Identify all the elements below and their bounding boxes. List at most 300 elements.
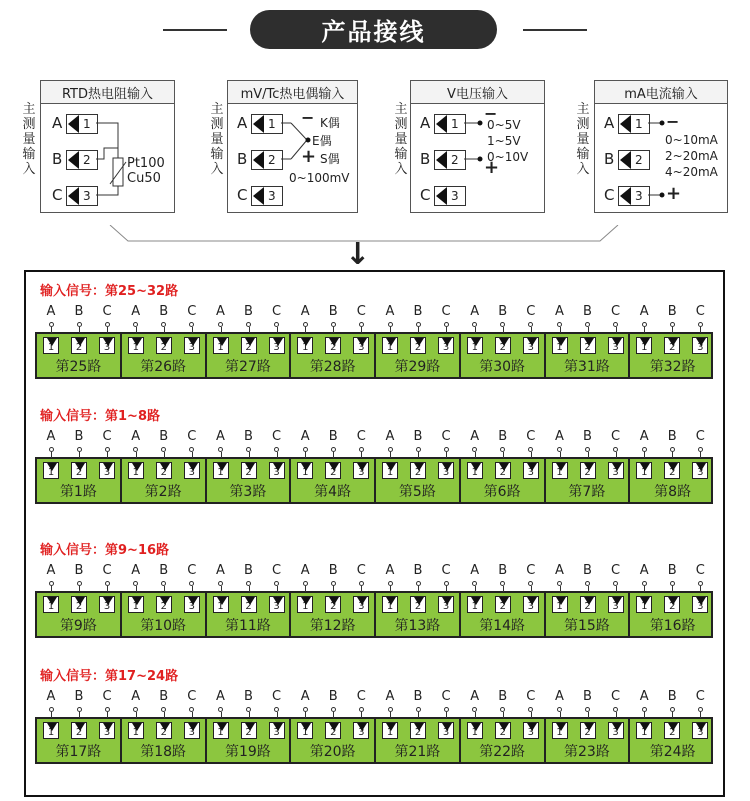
terminal-wire [333, 586, 334, 592]
terminal-strip [35, 717, 713, 764]
terminal-letter: A [131, 689, 141, 704]
channel-block [37, 459, 122, 502]
terminal-letter: C [610, 689, 621, 704]
arrow-down-icon [499, 723, 509, 731]
channel-block [461, 459, 546, 502]
channel-label: 第27路 [224, 359, 271, 375]
terminal-number: 3 [103, 467, 111, 478]
terminal-pin [269, 596, 285, 613]
channel-block [207, 593, 292, 636]
mv-terminal-2: 2 [251, 150, 283, 170]
terminal-number: 3 [527, 467, 534, 478]
v-wiring [464, 118, 484, 168]
terminal-number: 2 [330, 342, 337, 353]
terminal-number: 2 [75, 727, 83, 738]
terminal-wire [672, 586, 673, 592]
terminal-letter: C [695, 689, 705, 704]
terminal-letter: A [639, 563, 649, 578]
ma-range-0-10: 0~10mA [665, 133, 718, 147]
terminal-wire [672, 327, 673, 333]
channel-block [122, 719, 207, 762]
terminal-pin [71, 722, 87, 739]
terminal-wire [136, 327, 137, 333]
ma-plus-sign: + [666, 183, 682, 204]
arrow-down-icon [301, 597, 311, 605]
terminal-number: 1 [302, 601, 309, 612]
arrow-down-icon [386, 723, 396, 731]
ma-label-c: C [604, 186, 615, 204]
arrow-down-icon [245, 597, 255, 605]
arrow-down-icon [386, 597, 396, 605]
terminal-wire [390, 452, 391, 458]
group-label: 输入信号：第25~32路 [40, 284, 179, 299]
terminal-number: 1 [556, 342, 563, 353]
channel-label: 第4路 [314, 484, 352, 500]
terminal-pin [99, 722, 115, 739]
terminal-letter: C [356, 304, 366, 319]
terminal-letter: A [639, 304, 649, 319]
terminal-pin [580, 337, 596, 354]
terminal-number: 3 [358, 727, 365, 738]
arrow-down-icon [442, 338, 452, 346]
arrow-down-icon [442, 463, 452, 471]
terminal-wire [418, 327, 419, 333]
terminal-pin [128, 722, 144, 739]
terminal-wire [616, 327, 617, 333]
terminal-wire [305, 586, 306, 592]
channel-label: 第5路 [398, 484, 436, 500]
terminal-pin [156, 722, 172, 739]
terminal-wire [249, 452, 250, 458]
terminal-pin [438, 337, 454, 354]
arrow-down-icon [47, 723, 57, 731]
terminal-letter: A [639, 429, 649, 444]
mv-label-b: B [237, 150, 248, 168]
terminal-wire [644, 586, 645, 592]
terminal-wire [390, 712, 391, 718]
terminal-number: 3 [103, 601, 111, 612]
terminal-number: 1 [386, 601, 394, 612]
terminal-wire [192, 586, 193, 592]
terminal-letter: A [216, 563, 225, 578]
channel-label: 第25路 [55, 359, 102, 375]
channel-block [461, 334, 546, 377]
terminal-pin [664, 337, 680, 354]
terminal-wire [333, 712, 334, 718]
terminal-number: 1 [386, 342, 394, 353]
channel-block [376, 593, 461, 636]
terminal-number: 3 [697, 467, 704, 478]
terminal-number: 2 [584, 727, 591, 738]
terminal-wire [616, 712, 617, 718]
terminal-letter: B [413, 563, 423, 578]
terminal-letter: C [356, 563, 366, 578]
terminal-pin [325, 462, 341, 479]
terminal-wire [560, 452, 561, 458]
terminal-pin [297, 337, 313, 354]
terminal-letter: A [300, 563, 310, 578]
terminal-wire [418, 452, 419, 458]
terminal-letter: B [244, 689, 253, 704]
terminal-pin [552, 722, 568, 739]
ma-input-title: mA电流输入 [595, 81, 727, 104]
arrow-down-icon [668, 338, 678, 346]
channel-block [37, 334, 122, 377]
terminal-pin [128, 462, 144, 479]
side-label-ma: 主测量输入 [576, 102, 590, 177]
terminal-number: 3 [612, 342, 619, 353]
terminal-number: 3 [358, 601, 365, 612]
terminal-wire [305, 327, 306, 333]
terminal-wire [361, 452, 362, 458]
terminal-number: 3 [103, 727, 111, 738]
mv-label-a: A [237, 114, 248, 132]
terminal-number: 2 [75, 342, 83, 353]
terminal-pin [467, 722, 483, 739]
arrow-down-icon [696, 597, 706, 605]
terminal-pin [608, 462, 624, 479]
terminal-wire [79, 452, 80, 458]
terminal-wire [333, 327, 334, 333]
arrow-down-icon [160, 597, 170, 605]
terminal-pin [241, 596, 257, 613]
rtd-terminal-3: 3 [66, 186, 98, 206]
terminal-wire [446, 586, 447, 592]
terminal-letter: B [583, 429, 592, 444]
terminal-pin [241, 462, 257, 479]
terminal-number: 2 [499, 727, 506, 738]
terminal-pin [523, 722, 539, 739]
terminal-pin [241, 722, 257, 739]
terminal-letter: C [610, 563, 621, 578]
arrow-down-icon [668, 463, 678, 471]
terminal-wire [192, 327, 193, 333]
channel-label: 第28路 [309, 359, 356, 375]
terminal-number: 3 [697, 342, 704, 353]
terminal-letter: A [639, 689, 649, 704]
arrow-down-icon [442, 597, 452, 605]
terminal-pin [382, 722, 398, 739]
terminal-wire [475, 452, 476, 458]
terminal-pin [325, 722, 341, 739]
terminal-pin [213, 462, 229, 479]
terminal-number: 2 [414, 467, 422, 478]
arrow-down-icon [471, 597, 481, 605]
terminal-wire [164, 586, 165, 592]
terminal-pin [156, 462, 172, 479]
terminal-letter: B [74, 689, 84, 704]
arrow-down-icon [103, 723, 113, 731]
terminal-pin [664, 462, 680, 479]
terminal-wire [531, 586, 532, 592]
terminal-pin [269, 337, 285, 354]
terminal-wire [164, 452, 165, 458]
terminal-number: 2 [245, 467, 252, 478]
mv-plus-sign: + [301, 146, 317, 167]
terminal-number: 3 [612, 467, 619, 478]
terminal-wire [164, 712, 165, 718]
terminal-letter: C [102, 689, 112, 704]
terminal-wire [79, 327, 80, 333]
terminal-letter: A [555, 429, 564, 444]
terminal-letter: C [102, 304, 112, 319]
terminal-pin [213, 722, 229, 739]
terminal-wire [221, 452, 222, 458]
arrow-down-icon [160, 723, 170, 731]
channel-label: 第2路 [144, 484, 182, 500]
terminal-number: 3 [442, 342, 450, 353]
terminal-letter: B [498, 689, 508, 704]
arrow-down-icon [245, 723, 255, 731]
terminal-wire [560, 586, 561, 592]
terminal-pin [128, 596, 144, 613]
terminal-wire [700, 452, 701, 458]
terminal-wire [221, 586, 222, 592]
terminal-wire [700, 586, 701, 592]
terminal-pin [353, 722, 369, 739]
terminal-pin [213, 337, 229, 354]
channel-label: 第14路 [479, 618, 526, 634]
terminal-pin [269, 722, 285, 739]
terminal-number: 2 [414, 601, 422, 612]
terminal-number: 2 [160, 342, 167, 353]
terminal-letter: B [413, 429, 423, 444]
terminal-letter: B [413, 304, 423, 319]
terminal-letter: A [216, 689, 225, 704]
terminal-pin [467, 337, 483, 354]
channel-block [630, 459, 715, 502]
terminal-wire [79, 712, 80, 718]
terminal-pin [382, 596, 398, 613]
terminal-letter: C [187, 563, 197, 578]
arrow-down-icon [217, 338, 227, 346]
terminal-number: 3 [188, 727, 195, 738]
arrow-down-icon [612, 463, 622, 471]
channel-block [37, 719, 122, 762]
channel-label: 第9路 [59, 618, 97, 634]
terminal-pin [692, 722, 708, 739]
terminal-pin [297, 596, 313, 613]
channel-label: 第13路 [394, 618, 441, 634]
terminal-wire [446, 712, 447, 718]
terminal-pin [636, 337, 652, 354]
arrow-down-icon [301, 723, 311, 731]
terminal-letter: B [667, 563, 677, 578]
arrow-down-icon [245, 463, 255, 471]
terminal-number: 2 [330, 601, 337, 612]
header-right-line [523, 29, 587, 31]
terminal-letter: B [74, 563, 84, 578]
terminal-number: 2 [584, 467, 591, 478]
terminal-letter: B [498, 304, 508, 319]
terminal-letter: B [583, 563, 592, 578]
terminal-number: 2 [669, 342, 676, 353]
terminal-wire [277, 712, 278, 718]
arrow-down-icon [217, 597, 227, 605]
terminal-number: 1 [471, 467, 478, 478]
channel-block [546, 459, 631, 502]
group-label: 输入信号：第1~8路 [40, 409, 160, 424]
terminal-letter: C [610, 304, 621, 319]
terminal-letter: B [328, 304, 338, 319]
terminal-letter: A [131, 304, 141, 319]
arrow-down-icon [357, 338, 367, 346]
rtd-input-title: RTD热电阻输入 [41, 81, 174, 104]
terminal-wire [503, 327, 504, 333]
arrow-down-icon [132, 597, 142, 605]
terminal-letter: A [216, 429, 225, 444]
arrow-down-icon [414, 463, 424, 471]
ma-terminal-1: 1 [618, 114, 650, 134]
arrow-down-icon [471, 338, 481, 346]
terminal-letter: B [583, 689, 592, 704]
channel-block [37, 593, 122, 636]
terminal-number: 3 [527, 342, 534, 353]
terminal-letter: B [159, 563, 169, 578]
terminal-wire [79, 586, 80, 592]
terminal-pin [297, 462, 313, 479]
mv-input-title: mV/Tc热电偶输入 [228, 81, 357, 104]
terminal-number: 3 [273, 467, 280, 478]
channel-block [376, 459, 461, 502]
terminal-number: 1 [471, 342, 478, 353]
terminal-pin [213, 596, 229, 613]
channel-label: 第26路 [140, 359, 187, 375]
arrow-down-icon [556, 723, 566, 731]
terminal-letter: C [441, 429, 451, 444]
terminal-number: 2 [669, 601, 676, 612]
terminal-number: 3 [273, 342, 280, 353]
terminal-pin [184, 462, 200, 479]
arrow-down-icon [414, 597, 424, 605]
terminal-pin [241, 337, 257, 354]
terminal-pin [43, 337, 59, 354]
arrow-down-icon [329, 723, 339, 731]
terminal-letter: C [356, 429, 366, 444]
terminal-number: 3 [527, 601, 534, 612]
channel-label: 第10路 [140, 618, 187, 634]
terminal-wire [475, 327, 476, 333]
terminal-pin [99, 337, 115, 354]
terminal-wire [503, 586, 504, 592]
terminal-wire [446, 327, 447, 333]
terminal-letter: C [187, 304, 197, 319]
terminal-number: 1 [641, 727, 648, 738]
arrow-down-icon [357, 597, 367, 605]
terminal-wire [475, 712, 476, 718]
terminal-letter: A [470, 304, 480, 319]
terminal-wire [700, 712, 701, 718]
terminal-number: 1 [217, 727, 224, 738]
channel-block [207, 719, 292, 762]
terminal-wire [588, 327, 589, 333]
channel-block [122, 334, 207, 377]
terminal-letter: A [385, 689, 395, 704]
page-title: 产品接线 [250, 10, 497, 49]
terminal-pin [523, 337, 539, 354]
terminal-letter: A [46, 304, 56, 319]
arrow-down-icon [273, 338, 283, 346]
terminal-wire [305, 712, 306, 718]
terminal-number: 2 [499, 342, 506, 353]
terminal-letter: B [413, 689, 423, 704]
terminal-number: 1 [471, 601, 478, 612]
header-left-line [163, 29, 227, 31]
terminal-letter: C [102, 429, 112, 444]
channel-label: 第16路 [649, 618, 696, 634]
terminal-pin [636, 722, 652, 739]
channel-block [291, 593, 376, 636]
channel-block [461, 719, 546, 762]
arrow-down-icon [668, 597, 678, 605]
terminal-pin [438, 462, 454, 479]
terminal-pin [692, 337, 708, 354]
terminal-letter: A [555, 563, 564, 578]
terminal-number: 3 [612, 601, 619, 612]
arrow-down-icon [188, 723, 198, 731]
terminal-wire [672, 712, 673, 718]
terminal-wire [700, 327, 701, 333]
terminal-pin [552, 596, 568, 613]
terminal-wire [51, 586, 52, 592]
terminal-number: 3 [358, 467, 365, 478]
rtd-terminal-2: 2 [66, 150, 98, 170]
channel-block [630, 334, 715, 377]
arrow-down-icon [612, 597, 622, 605]
terminal-pin [156, 596, 172, 613]
terminal-letter: B [74, 304, 84, 319]
terminal-number: 2 [414, 727, 422, 738]
channel-block [291, 459, 376, 502]
terminal-pin [382, 337, 398, 354]
terminal-letter: B [498, 429, 508, 444]
arrow-down-icon [103, 463, 113, 471]
terminal-letter: B [498, 563, 508, 578]
terminal-pin [382, 462, 398, 479]
arrow-down-icon [75, 463, 85, 471]
terminal-wire [418, 712, 419, 718]
terminal-number: 1 [132, 727, 139, 738]
ma-range-4-20: 4~20mA [665, 165, 718, 179]
terminal-number: 1 [302, 727, 309, 738]
group-label: 输入信号：第9~16路 [40, 543, 170, 558]
channel-block [122, 593, 207, 636]
terminal-letter: B [667, 429, 677, 444]
terminal-strip [35, 332, 713, 379]
terminal-number: 3 [273, 601, 280, 612]
terminal-pin [71, 337, 87, 354]
terminal-wire [333, 452, 334, 458]
terminal-number: 2 [75, 467, 83, 478]
terminal-pin [410, 337, 426, 354]
terminal-pin [71, 596, 87, 613]
group-label: 输入信号：第17~24路 [40, 669, 179, 684]
ma-terminal-2: 2 [618, 150, 650, 170]
terminal-pin [692, 462, 708, 479]
v-plus-sign: + [484, 157, 500, 178]
arrow-down-icon [386, 338, 396, 346]
arrow-down-icon [357, 723, 367, 731]
arrow-down-icon [75, 338, 85, 346]
arrow-down-icon [640, 723, 650, 731]
terminal-number: 1 [132, 342, 139, 353]
channel-label: 第22路 [479, 744, 526, 760]
terminal-letter: C [187, 429, 197, 444]
terminal-pin [184, 596, 200, 613]
terminal-number: 2 [330, 467, 337, 478]
terminal-pin [552, 337, 568, 354]
terminal-letter: A [131, 429, 141, 444]
